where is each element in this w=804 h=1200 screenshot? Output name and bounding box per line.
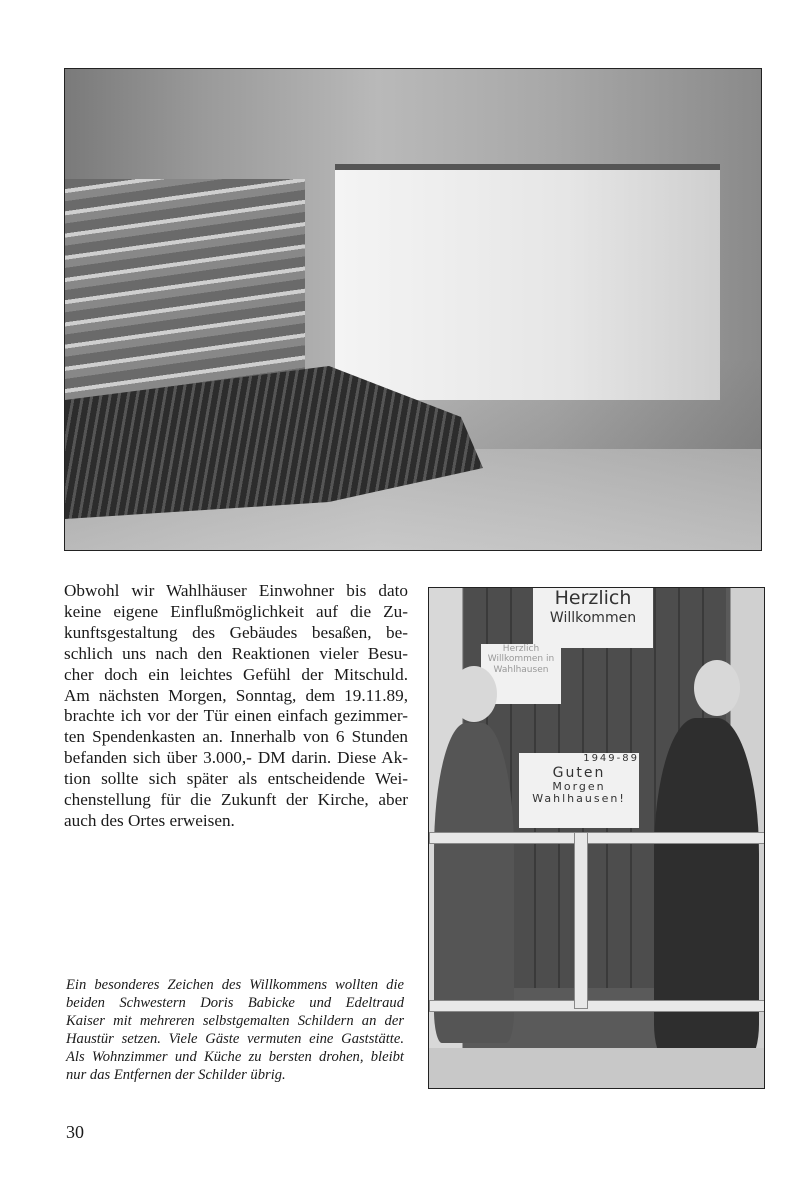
- sign-small: Herzlich Willkommen in Wahlhausen: [481, 644, 561, 704]
- caption-line: Haustür setzen. Viele Gäste vermuten eine Gaststätte.: [66, 1031, 404, 1048]
- body-line: keine eigene Einflußmöglichkeit auf die Zu-: [64, 601, 408, 621]
- person-left: [434, 723, 514, 1043]
- photo-caption: [66, 976, 404, 1085]
- sign-herzlich-willkommen: [533, 588, 653, 648]
- sign-text: Wahlhausen!: [532, 792, 626, 806]
- person-right-head: [694, 660, 740, 716]
- caption-line: nur das Entfernen der Schilder übrig.: [66, 1067, 286, 1084]
- body-line: schlich uns nach den Reaktionen vieler Besu-: [64, 643, 408, 663]
- sign-text: Herzlich: [554, 587, 632, 609]
- caption-line: Ein besonderes Zeichen des Willkommens wollten die: [66, 977, 404, 993]
- caption-line: Als Wohnzimmer und Küche zu bersten drohen, bleibt: [66, 1049, 404, 1066]
- body-line: kunftsgestaltung des Gebäudes besaßen, be-: [64, 622, 408, 642]
- body-line: befanden sich über 3.000,- DM darin. Diese Ak-: [64, 748, 408, 768]
- sign-guten-morgen: [519, 753, 639, 828]
- body-line: ten Spendenkasten an. Innerhalb von 6 Stunden: [64, 727, 408, 747]
- altar: [335, 164, 720, 400]
- sign-text: Guten: [552, 764, 606, 781]
- railing-bottom: [429, 1000, 765, 1012]
- body-line: Am nächsten Morgen, Sonntag, dem 19.11.89,: [64, 685, 408, 705]
- ground: [429, 1048, 764, 1088]
- page-number: 30: [66, 1122, 84, 1142]
- caption-line: Kaiser mit mehreren selbstgemalten Schildern an der: [66, 1013, 404, 1030]
- body-line: chenstellung für die Zukunft der Kirche, aber: [64, 790, 408, 810]
- body-line: Obwohl wir Wahlhäuser Einwohner bis dato: [64, 581, 408, 600]
- body-line: auch des Ortes erweisen.: [64, 810, 235, 830]
- caption-line: beiden Schwestern Doris Babicke und Edeltraud: [66, 995, 404, 1012]
- sign-text: 1949-89: [583, 753, 639, 764]
- body-line: brachte ich vor der Tür einen einfach gezimmer-: [64, 706, 408, 726]
- railing-post: [574, 832, 588, 1009]
- photo-church-interior-altar: [64, 68, 762, 551]
- photo-sisters-with-signs: [428, 587, 765, 1089]
- person-left-head: [451, 666, 497, 722]
- sign-text: Willkommen: [549, 609, 637, 626]
- railing-top: [429, 832, 765, 844]
- body-line: tion sollte sich später als entscheidende Wei-: [64, 769, 408, 789]
- body-line: cher doch ein leichtes Gefühl der Mitschuld.: [64, 664, 408, 684]
- body-paragraph: [64, 581, 408, 832]
- sign-text: Morgen: [552, 779, 606, 793]
